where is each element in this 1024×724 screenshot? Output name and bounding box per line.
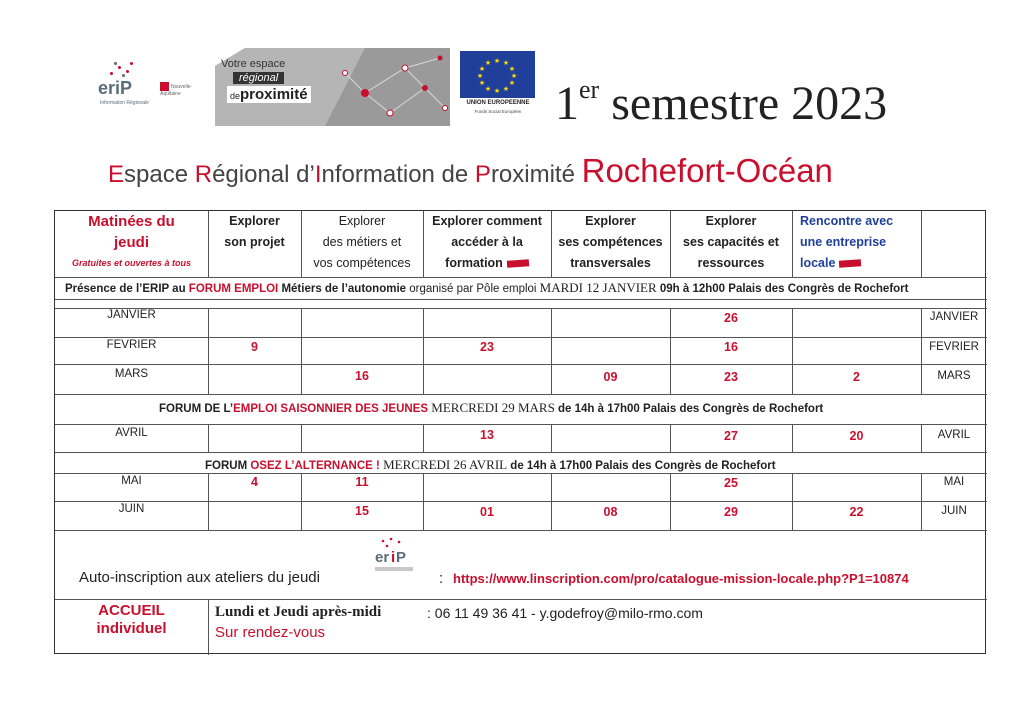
erip-logo xyxy=(92,58,152,108)
erip-tagline: Information Régionale xyxy=(100,100,149,106)
header-explorer-capacites: Explorer ses capacités et ressources xyxy=(683,214,779,270)
month-label-right: AVRIL xyxy=(937,429,971,441)
month-label: AVRIL xyxy=(115,427,148,439)
month-label: JANVIER xyxy=(107,309,156,321)
svg-text:er: er xyxy=(375,549,390,566)
accueil-schedule: Lundi et Jeudi après-midi xyxy=(215,604,382,620)
forum-alternance-banner: FORUM OSEZ L’ALTERNANCE ! MERCREDI 26 AVRIL de 14h à 17h00 Palais des Congrès de Rochefort xyxy=(205,457,776,472)
date-cell: 2 xyxy=(853,370,860,384)
date-cell: 23 xyxy=(724,370,738,384)
date-cell: 20 xyxy=(849,429,864,443)
svg-text:★: ★ xyxy=(510,73,518,80)
svg-text:★: ★ xyxy=(508,66,516,73)
banner-line1: Votre espace xyxy=(221,58,286,70)
erip-dots-icon xyxy=(100,58,140,80)
date-cell: 26 xyxy=(724,311,738,325)
accueil-rdv: Sur rendez-vous xyxy=(215,624,326,641)
proximite-banner xyxy=(215,48,450,126)
date-cell: 08 xyxy=(603,505,618,519)
header-explorer-formation: Explorer comment accéder à la formation xyxy=(432,214,542,270)
month-label: MARS xyxy=(114,368,149,380)
forum-saisonnier-banner: FORUM DE L’EMPLOI SAISONNIER DES JEUNES MERCREDI 29 MARS de 14h à 17h00 Palais des Congrès de Rochefort xyxy=(159,400,824,415)
region-logo: Nouvelle-Aquitaine xyxy=(160,83,193,97)
svg-text:P: P xyxy=(396,549,407,566)
eu-sublabel: Fonds Social Européen xyxy=(474,109,522,114)
accueil-contact: : 06 11 49 36 41 - y.godefroy@milo-rmo.com xyxy=(427,605,703,621)
month-label-right: JANVIER xyxy=(929,311,979,323)
header-explorer-projet: Explorer son projet xyxy=(224,214,285,249)
header-explorer-metiers: Explorer des métiers et vos compétences xyxy=(313,214,411,270)
month-label-right: FEVRIER xyxy=(929,341,979,353)
svg-text:★: ★ xyxy=(478,66,486,73)
svg-text:★: ★ xyxy=(493,88,501,95)
schedule-table xyxy=(54,210,986,654)
date-cell: 09 xyxy=(603,370,618,384)
svg-text:★: ★ xyxy=(484,86,492,93)
svg-text:★: ★ xyxy=(508,80,516,87)
date-cell: 25 xyxy=(724,476,738,490)
date-cell: 16 xyxy=(724,340,738,354)
svg-text:★: ★ xyxy=(502,86,510,93)
svg-text:★: ★ xyxy=(478,80,486,87)
date-cell: 22 xyxy=(849,505,864,519)
month-label-right: MARS xyxy=(937,370,971,382)
date-cell: 01 xyxy=(480,505,494,519)
forum-emploi-banner: Présence de l’ERIP au FORUM EMPLOI Métiers de l’autonomie organisé par Pôle emploi MARDI 12 JANVIER 09h à 12h00 Palais des Congrès de Rochefort xyxy=(65,280,909,295)
month-label-right: JUIN xyxy=(941,505,967,517)
auto-inscription-label: Auto-inscription aux ateliers du jeudi xyxy=(79,569,320,586)
accueil-label: ACCUEIL individuel xyxy=(96,602,167,637)
banner-line3: deproximité xyxy=(227,86,311,103)
svg-text:★: ★ xyxy=(476,73,484,80)
nouveau-badge-icon xyxy=(839,259,861,268)
nouveau-badge-icon xyxy=(507,259,529,268)
svg-text:i: i xyxy=(391,549,396,566)
eu-label: UNION EUROPEENNE xyxy=(466,100,530,106)
svg-text:★: ★ xyxy=(493,58,501,65)
inscription-link[interactable]: https://www.linscription.com/pro/catalogue-mission-locale.php?P1=10874 xyxy=(453,571,909,586)
colon: : xyxy=(439,570,444,587)
month-label: FEVRIER xyxy=(106,339,157,351)
date-cell: 11 xyxy=(355,475,369,489)
page-title: 1er semestre 2023 xyxy=(555,75,888,130)
month-label: MAI xyxy=(121,475,142,487)
svg-text:★: ★ xyxy=(502,60,510,67)
date-cell: 13 xyxy=(480,428,494,442)
region-emblem-icon xyxy=(160,82,169,91)
date-cell: 23 xyxy=(480,340,494,354)
page-subtitle: Espace Régional d’Information de Proximité Rochefort-Océan xyxy=(108,152,833,189)
date-cell: 9 xyxy=(251,340,258,354)
date-cell: 16 xyxy=(355,369,369,383)
date-cell: 15 xyxy=(355,504,369,518)
header-explorer-competences: Explorer ses compétences transversales xyxy=(558,214,663,270)
date-cell: 29 xyxy=(724,505,738,519)
erip-small-logo-icon xyxy=(371,536,421,576)
erip-logo-text: eriP xyxy=(98,78,133,98)
svg-text:★: ★ xyxy=(484,60,492,67)
month-label: JUIN xyxy=(118,503,145,515)
eu-flag-icon xyxy=(460,51,535,98)
date-cell: 27 xyxy=(724,429,738,443)
header-matinees: Matinées du jeudi Gratuites et ouvertes à tous xyxy=(71,213,192,268)
header-rencontre-entreprise: Rencontre avec une entreprise locale xyxy=(800,214,894,270)
banner-line2: régional xyxy=(233,72,284,84)
date-cell: 4 xyxy=(251,475,258,489)
month-label-right: MAI xyxy=(943,476,965,488)
